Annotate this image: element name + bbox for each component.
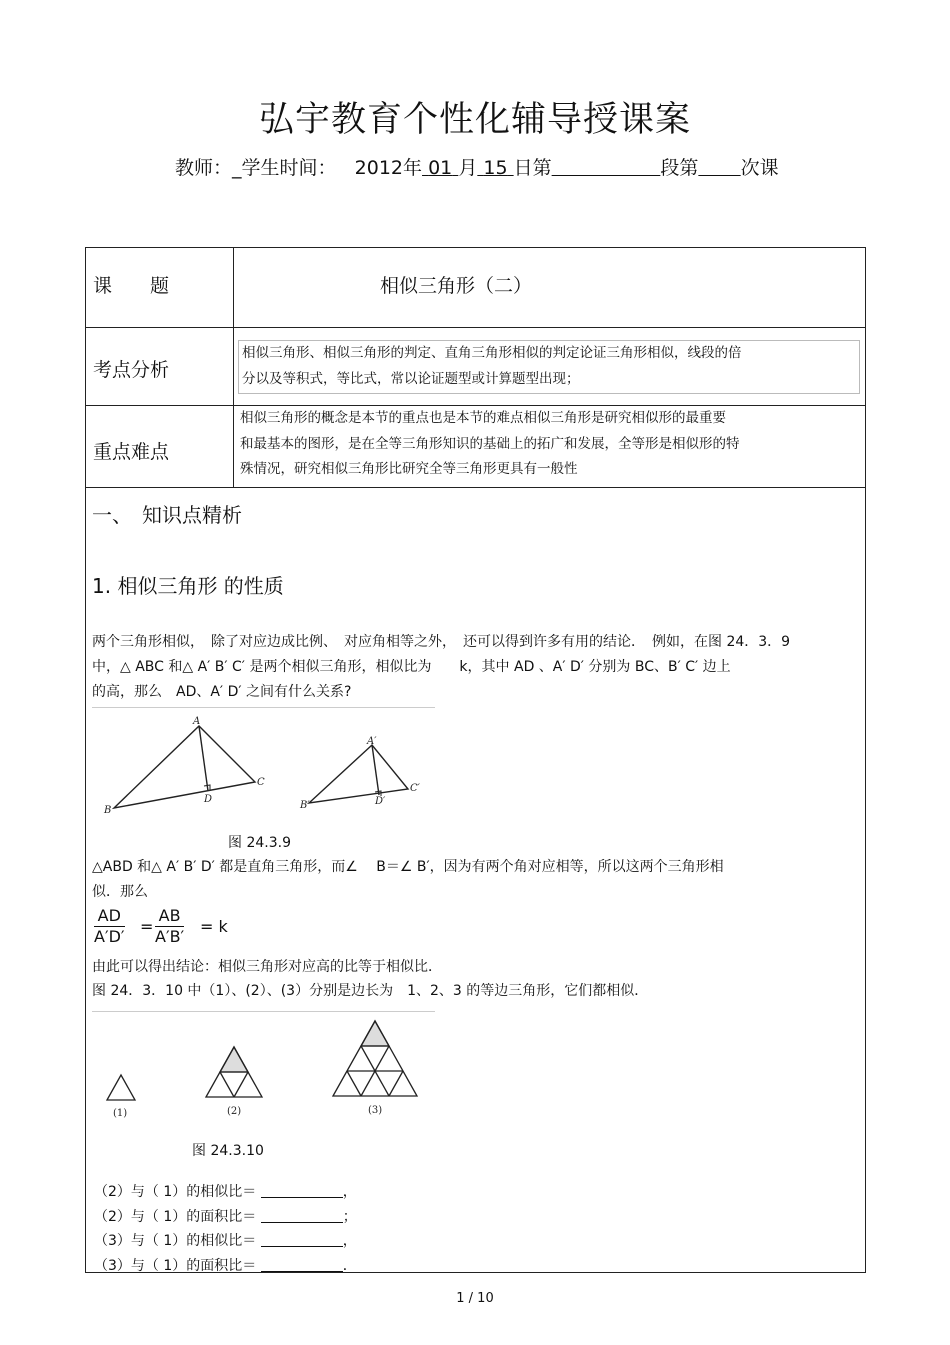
- table-column-divider: [233, 247, 234, 487]
- key-points-line: 相似三角形的概念是本节的重点也是本节的难点相似三角形是研究相似形的最重要: [240, 410, 726, 426]
- question-line: [94, 1255, 357, 1275]
- figure-caption: 图 24.3.9: [228, 835, 291, 851]
- topic-value: 相似三角形（二）: [380, 275, 533, 297]
- student-time-label: _学生时间：: [232, 157, 337, 179]
- paragraph-line: 中，△ ABC 和△ A′ B′ C′ 是两个相似三角形，相似比为 k，其中 AD 、A′ D′ 分别为 BC、B′ C′ 边上: [92, 659, 731, 675]
- page-number: 1 / 10: [456, 1291, 494, 1306]
- shaded-unit-triangle: [220, 1047, 248, 1072]
- month-suffix: 月: [458, 157, 478, 179]
- paragraph-line: 似．那么: [92, 884, 148, 900]
- key-points-line: 和最基本的图形，是在全等三角形知识的基础上的拓广和发展，全等形是相似形的特: [240, 436, 740, 452]
- key-points-label: 重点难点: [93, 441, 170, 463]
- triangle-abc: [114, 726, 255, 808]
- sub-heading: 1. 相似三角形 的性质: [92, 574, 284, 598]
- year-suffix: 年: [403, 157, 423, 179]
- lesson-suffix: 次课: [740, 157, 779, 179]
- answer-blank[interactable]: [261, 1183, 343, 1198]
- label-b-prime: B′: [300, 800, 310, 811]
- answer-blank[interactable]: [261, 1257, 343, 1272]
- lesson-info-line: [175, 153, 779, 180]
- triangle-side-1: [107, 1075, 135, 1100]
- fraction-denominator: A′D′: [94, 927, 125, 946]
- section-heading: 一、 知识点精析: [92, 503, 242, 527]
- analysis-line: 分以及等积式，等比式，常以论证题型或计算题型出现；: [242, 371, 580, 387]
- label-b: B: [104, 805, 112, 816]
- question-line: [94, 1181, 357, 1201]
- question-text: （2）与（ 1）的面积比＝: [94, 1209, 257, 1225]
- year-value: 2012: [354, 157, 404, 179]
- figure-top-rule: [92, 1011, 435, 1012]
- shaded-unit-triangle: [361, 1021, 389, 1046]
- question-text: （3）与（ 1）的面积比＝: [94, 1258, 257, 1274]
- question-punct: ；: [342, 1209, 357, 1225]
- question-text: （2）与（ 1）的相似比＝: [94, 1184, 257, 1200]
- fraction-numerator: AB: [155, 906, 184, 927]
- figure-label-1: (1): [113, 1108, 128, 1119]
- triangle-abc-prime: [309, 745, 408, 803]
- table-row-divider: [85, 487, 866, 488]
- label-c: C: [257, 777, 265, 788]
- topic-label: 课 题: [93, 275, 170, 297]
- paragraph-line: 两个三角形相似， 除了对应边成比例、 对应角相等之外， 还可以得到许多有用的结论． 例如，在图 24．3．9: [92, 634, 791, 650]
- equals-sign: =: [140, 917, 154, 936]
- fraction-ab: [155, 906, 184, 946]
- table-row-divider: [85, 327, 866, 328]
- label-a: A: [193, 716, 201, 727]
- label-d-prime: D′: [375, 796, 386, 807]
- question-line: [94, 1206, 357, 1226]
- page-title: 弘宇教育个性化辅导授课案: [258, 100, 691, 140]
- label-c-prime: C′: [410, 783, 420, 794]
- figure-top-rule: [92, 707, 435, 708]
- day-suffix: 日第: [513, 157, 552, 179]
- question-line: [94, 1230, 357, 1250]
- key-points-line: 殊情况，研究相似三角形比研究全等三角形更具有一般性: [240, 461, 578, 477]
- figure-label-3: (3): [368, 1105, 383, 1116]
- figure-caption: 图 24.3.10: [192, 1143, 264, 1159]
- day-value: 15: [483, 157, 508, 179]
- question-text: （3）与（ 1）的相似比＝: [94, 1233, 257, 1249]
- question-punct: ．: [342, 1258, 357, 1274]
- paragraph-line: △ABD 和△ A′ B′ D′ 都是直角三角形，而∠ B＝∠ B′，因为有两个角对应相等，所以这两个三角形相: [92, 859, 724, 875]
- altitude-ad: [199, 726, 208, 791]
- month-value: 01: [428, 157, 453, 179]
- figure-label-2: (2): [227, 1106, 242, 1117]
- answer-blank[interactable]: [261, 1208, 343, 1223]
- teacher-label: 教师：: [175, 157, 233, 179]
- paragraph-line: 图 24．3．10 中（1）、(2）、(3）分别是边长为 1、2、3 的等边三角形，它们都相似．: [92, 983, 649, 999]
- analysis-label: 考点分析: [93, 359, 170, 381]
- conclusion-text: 由此可以得出结论：相似三角形对应高的比等于相似比．: [92, 959, 442, 975]
- answer-blank[interactable]: [261, 1232, 343, 1247]
- figure-24-3-10: [92, 1015, 442, 1125]
- figure-24-3-9: [92, 712, 442, 827]
- question-punct: ，: [342, 1184, 357, 1200]
- fraction-numerator: AD: [94, 906, 125, 927]
- equals-k: = k: [200, 917, 228, 936]
- fraction-ad: [94, 906, 125, 946]
- label-a-prime: A′: [367, 736, 377, 747]
- analysis-line: 相似三角形、相似三角形的判定、直角三角形相似的判定论证三角形相似，线段的倍: [242, 345, 742, 361]
- fraction-denominator: A′B′: [155, 927, 185, 946]
- question-punct: ，: [342, 1233, 357, 1249]
- label-d: D: [204, 794, 213, 805]
- paragraph-line: 的高，那么 AD、A′ D′ 之间有什么关系?: [92, 684, 352, 700]
- segment-suffix: 段第: [660, 157, 699, 179]
